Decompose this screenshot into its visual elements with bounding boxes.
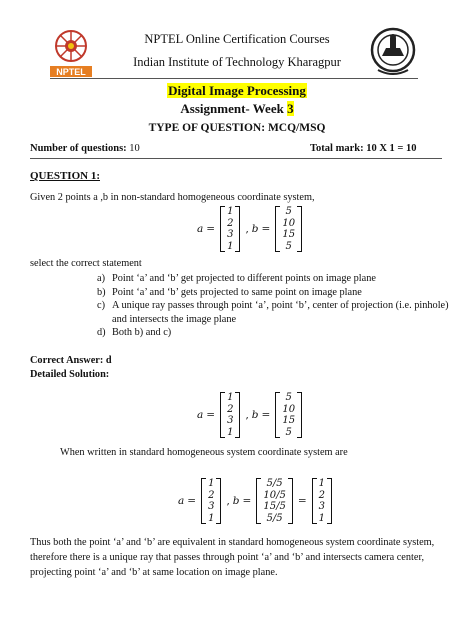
matrix-a-standard: 1 2 3 1 [201, 478, 221, 524]
svg-text:NPTEL: NPTEL [56, 67, 86, 77]
equation-ab-solution: a = 1 2 3 1 , b = 5 10 15 5 [197, 392, 304, 438]
option-d[interactable]: d) Both b) and c) [97, 327, 172, 338]
solution-label: Detailed Solution: [30, 369, 110, 380]
equation-standard: a = 1 2 3 1 , b = 5/5 10/5 15/5 5/5 = 1 2 3 1 [178, 478, 334, 524]
option-b[interactable]: b) Point ‘a’ and ‘b’ gets projected to same point on image plane [97, 286, 362, 298]
header-divider [50, 78, 418, 79]
meta-divider [30, 158, 442, 159]
question-intro: Given 2 points a ,b in non-standard homogeneous coordinate system, [30, 192, 315, 203]
num-questions-value: 10 [126, 143, 140, 154]
assignment-title [0, 101, 474, 117]
total-mark: Total mark: 10 X 1 = 10 [310, 143, 417, 154]
correct-answer: Correct Answer: d [30, 355, 112, 366]
options-list [97, 272, 457, 340]
course-title [0, 82, 474, 100]
course-title-text: Digital Image Processing [168, 83, 306, 98]
question-prompt: select the correct statement [30, 258, 142, 269]
question-heading: QUESTION 1: [30, 170, 100, 182]
option-a[interactable]: a) Point ‘a’ and ‘b’ get projected to different points on image plane [97, 273, 376, 284]
a-label: a [197, 223, 204, 235]
standard-text: When written in standard homogeneous system coordinate system are [60, 447, 348, 458]
matrix-a: 1 2 3 1 [220, 206, 240, 252]
equation-ab-nonstandard: a = 1 2 3 1 , b = 5 10 15 5 [197, 206, 304, 252]
matrix-a-solution: 1 2 3 1 [220, 392, 240, 438]
matrix-b-standard: 1 2 3 1 [312, 478, 332, 524]
option-c[interactable]: c) A unique ray passes through point ‘a’, point ‘b’, center of projection (i.e. pinhole) [97, 300, 449, 311]
number-of-questions [30, 143, 140, 154]
b-label: b [251, 223, 259, 235]
matrix-b-fraction: 5/5 10/5 15/5 5/5 [256, 478, 292, 524]
assignment-week: 3 [287, 101, 294, 116]
matrix-b-solution: 5 10 15 5 [275, 392, 302, 438]
assignment-prefix: Assignment- Week [180, 101, 288, 116]
header-institution-line1: NPTEL Online Certification Courses [144, 32, 330, 46]
num-questions-label: Number of questions: [30, 143, 127, 154]
header-institution-line2: Indian Institute of Technology Kharagpur [133, 55, 341, 69]
matrix-b: 5 10 15 5 [275, 206, 302, 252]
option-c-continued: and intersects the image plane [112, 313, 237, 325]
solution-conclusion: Thus both the point ‘a’ and ‘b’ are equivalent in standard homogeneous system coordinate system, therefore there is a unique ray that passes through point ‘a’ and ‘b’ and intersects camera center, projecting point ‘a’ and ‘b’ at same location on image plane. [30, 537, 435, 578]
question-type: TYPE OF QUESTION: MCQ/MSQ [148, 122, 326, 134]
